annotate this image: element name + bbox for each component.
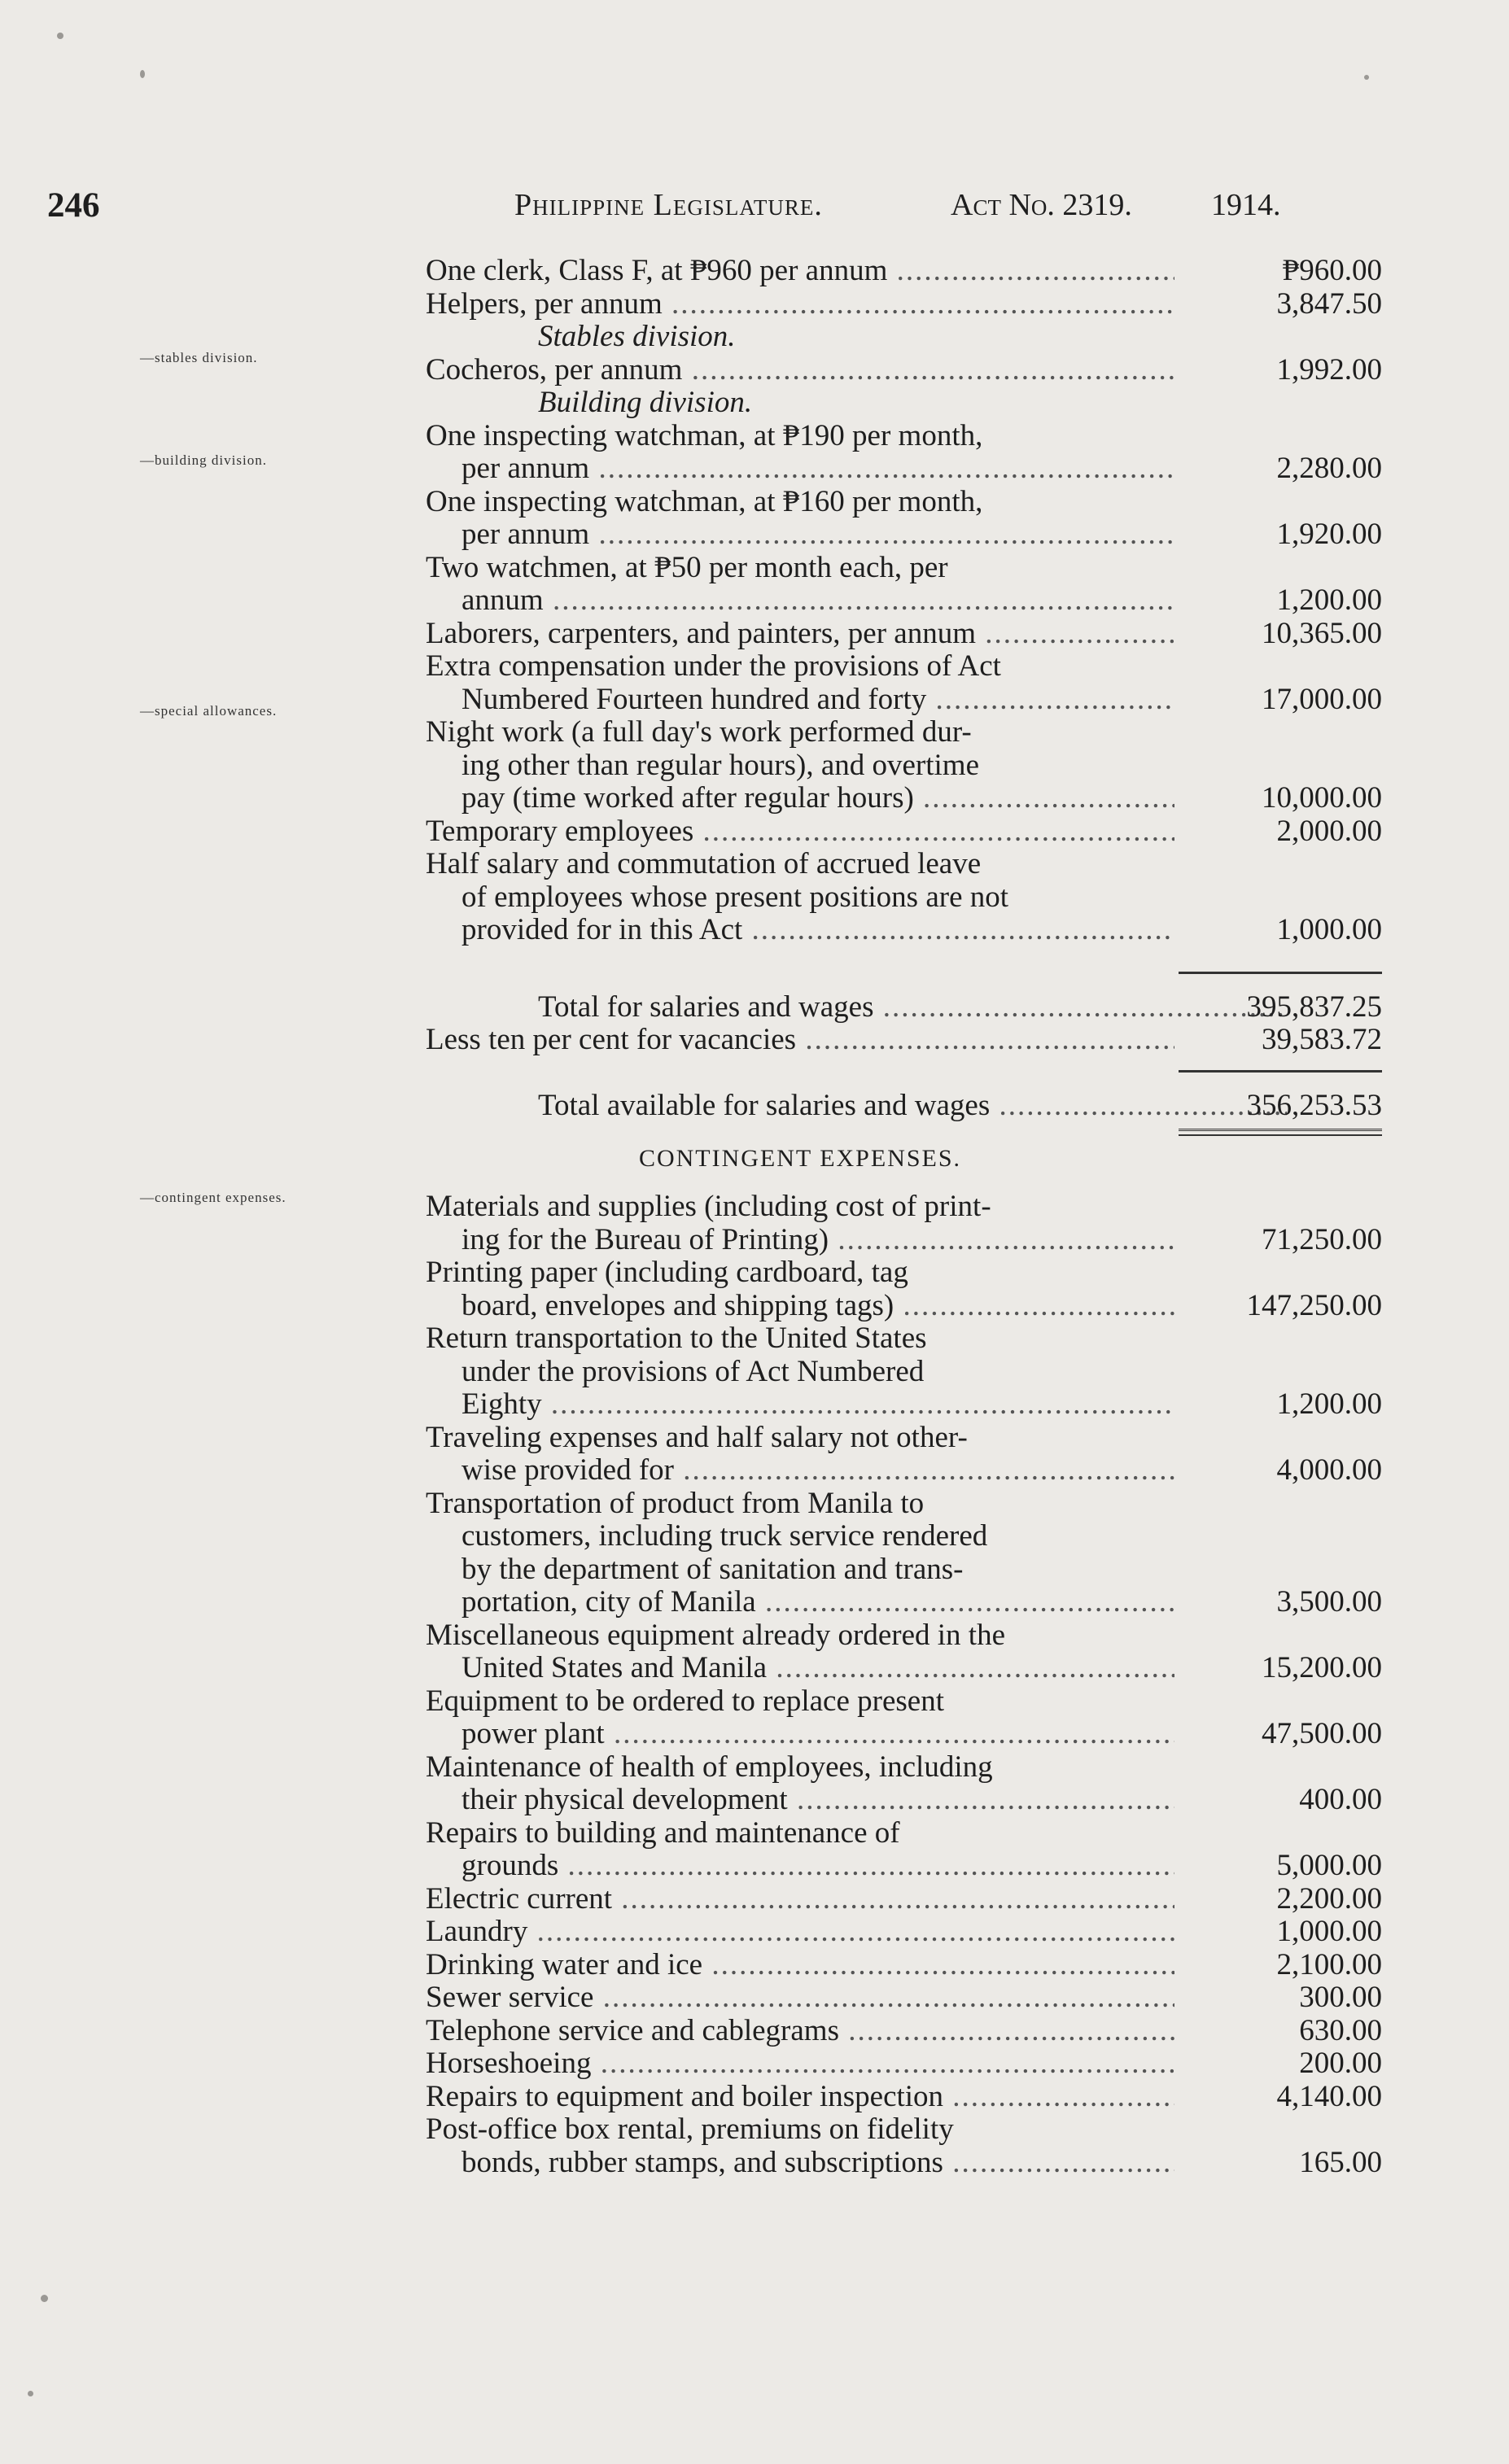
running-title: Philippine Legislature. (514, 188, 823, 222)
total-salaries-amount: 395,837.25 (1246, 990, 1382, 1024)
line-item-amount: 2,200.00 (1276, 1881, 1382, 1916)
line-item-description (426, 1916, 1174, 1949)
line-item-description (426, 815, 1174, 849)
line-item-description (426, 716, 1174, 815)
description-line: Miscellaneous equipment already ordered in the (426, 1619, 1005, 1652)
line-item-description (426, 1751, 1174, 1817)
description-line: bonds, rubber stamps, and subscriptions ..... (426, 2147, 1174, 2180)
description-line: of employees whose present positions are not (461, 880, 1009, 914)
line-item-amount: 1,200.00 (1276, 583, 1382, 617)
line-item (426, 1322, 1382, 1422)
appropriations-body (426, 255, 1382, 2179)
line-item (426, 618, 1382, 651)
line-item-description (426, 650, 1174, 716)
line-item-amount: 71,250.00 (1262, 1222, 1382, 1256)
line-item (426, 1751, 1382, 1817)
line-item (426, 650, 1382, 716)
description-line: by the department of sanitation and trans- (461, 1553, 964, 1586)
line-item-description (426, 1817, 1174, 1883)
description-line: Extra compensation under the provisions of Act (426, 650, 1001, 683)
description-line: Post-office box rental, premiums on fidelity (426, 2113, 954, 2146)
line-item-amount: 1,200.00 (1276, 1387, 1382, 1421)
line-item-amount: 10,365.00 (1262, 616, 1382, 650)
description-line: Helpers, per annum ..... (426, 288, 1174, 321)
description-line: Temporary employees ..... (426, 815, 1174, 849)
line-item-amount: 1,920.00 (1276, 518, 1382, 551)
description-line: One inspecting watchman, at ₱160 per month, (426, 485, 983, 518)
line-item (426, 354, 1382, 387)
total-salaries-label: Total for salaries and wages ..... (538, 991, 1287, 1024)
line-item (426, 1949, 1382, 1982)
year: 1914. (1211, 188, 1281, 222)
contingent-items (426, 1190, 1382, 2179)
description-line: grounds ..... (426, 1850, 1174, 1883)
description-line: United States and Manila ..... (426, 1652, 1174, 1685)
line-item (426, 1422, 1382, 1488)
description-line: board, envelopes and shipping tags) ..... (426, 1290, 1174, 1323)
description-line: ing for the Bureau of Printing) ..... (426, 1224, 1174, 1257)
total-available-amount: 356,253.53 (1246, 1088, 1382, 1122)
paper-speck (41, 2295, 48, 2302)
double-rule (1179, 1129, 1382, 1136)
line-item-amount: 165.00 (1299, 2145, 1382, 2179)
total-rule (1179, 972, 1382, 974)
building-heading: Building division. (538, 386, 753, 419)
line-item-amount: 300.00 (1299, 1981, 1382, 2014)
description-line: power plant ..... (426, 1718, 1174, 1751)
description-line: Traveling expenses and half salary not other- (426, 1421, 968, 1454)
line-item-amount: 3,847.50 (1276, 286, 1382, 321)
margin-note-building: —building division. (140, 452, 267, 468)
total-salaries-row (426, 991, 1382, 1024)
description-line: Two watchmen, at ₱50 per month each, per (426, 551, 948, 584)
paper-speck (57, 33, 63, 39)
paper-speck (140, 70, 145, 78)
line-item-amount: 5,000.00 (1276, 1849, 1382, 1882)
stables-items (426, 354, 1382, 387)
description-line: Repairs to equipment and boiler inspection ..... (426, 2081, 1174, 2114)
description-line: Night work (a full day's work performed dur- (426, 716, 972, 749)
line-item (426, 255, 1382, 288)
line-item (426, 552, 1382, 618)
line-item-description (426, 420, 1174, 486)
line-item-description (426, 1619, 1174, 1685)
description-line: per annum ..... (426, 452, 1174, 486)
description-line: under the provisions of Act Numbered (461, 1355, 925, 1388)
line-item-amount: 47,500.00 (1262, 1717, 1382, 1750)
total-available-label: Total available for salaries and wages ..... (538, 1090, 1287, 1123)
line-item (426, 1488, 1382, 1619)
line-item (426, 1190, 1382, 1256)
line-item-description (426, 1685, 1174, 1751)
line-item-description (426, 255, 1174, 288)
building-items (426, 420, 1382, 651)
line-item (426, 1256, 1382, 1322)
description-line: Transportation of product from Manila to (426, 1487, 925, 1520)
description-line: One inspecting watchman, at ₱190 per month, (426, 419, 983, 452)
description-line: Telephone service and cablegrams ..... (426, 2015, 1174, 2048)
description-line: Printing paper (including cardboard, tag (426, 1256, 908, 1289)
line-item-description (426, 552, 1174, 618)
line-item (426, 2081, 1382, 2114)
description-line: per annum ..... (426, 518, 1174, 552)
line-item-description (426, 2015, 1174, 2048)
line-item (426, 2015, 1382, 2048)
description-line: Materials and supplies (including cost of print- (426, 1190, 991, 1223)
line-item-amount: 17,000.00 (1262, 682, 1382, 716)
line-item-description (426, 2047, 1174, 2081)
line-item-amount: 3,500.00 (1276, 1585, 1382, 1619)
description-line: Drinking water and ice ..... (426, 1949, 1174, 1982)
line-item-amount: 2,100.00 (1276, 1947, 1382, 1981)
description-line: Laundry ..... (426, 1916, 1174, 1949)
line-item-description (426, 1256, 1174, 1322)
line-item-description (426, 1981, 1174, 2015)
description-line: Sewer service ..... (426, 1981, 1174, 2015)
description-line: Eighty ..... (426, 1388, 1174, 1422)
line-item (426, 1916, 1382, 1949)
total-available-row (426, 1090, 1382, 1123)
description-line: pay (time worked after regular hours) ..... (426, 782, 1174, 815)
description-line: Equipment to be ordered to replace present (426, 1684, 944, 1718)
description-line: Return transportation to the United States (426, 1322, 927, 1355)
line-item (426, 2113, 1382, 2179)
salary-items (426, 255, 1382, 321)
description-line: Numbered Fourteen hundred and forty ..... (426, 684, 1174, 717)
description-line: One clerk, Class F, at ₱960 per annum ..... (426, 255, 1174, 288)
line-item (426, 848, 1382, 947)
line-item-description (426, 1949, 1174, 1982)
line-item (426, 1981, 1382, 2015)
line-item-description (426, 848, 1174, 947)
line-item (426, 716, 1382, 815)
line-item-amount: 1,992.00 (1276, 352, 1382, 387)
line-item-description (426, 1488, 1174, 1619)
line-item (426, 2047, 1382, 2081)
line-item-amount: 2,000.00 (1276, 814, 1382, 848)
line-item-description (426, 486, 1174, 552)
line-item (426, 1817, 1382, 1883)
description-line: customers, including truck service rendered (461, 1520, 988, 1553)
line-item-amount: 10,000.00 (1262, 781, 1382, 815)
act-number: Act No. 2319. (951, 188, 1132, 222)
less-vacancies-row (426, 1024, 1382, 1057)
line-item-amount: 4,000.00 (1276, 1453, 1382, 1487)
description-line: wise provided for ..... (426, 1454, 1174, 1488)
contingent-heading: CONTINGENT EXPENSES. (638, 1145, 962, 1172)
description-line: Laborers, carpenters, and painters, per annum ..... (426, 618, 1174, 651)
margin-note-stables: —stables division. (140, 350, 258, 365)
line-item-amount: 400.00 (1299, 1783, 1382, 1816)
paper-speck (28, 2391, 33, 2396)
line-item-amount: 4,140.00 (1276, 2079, 1382, 2113)
line-item-amount: 1,000.00 (1276, 913, 1382, 946)
line-item-description (426, 1322, 1174, 1422)
special-allowance-items (426, 650, 1382, 947)
less-vacancies-label: Less ten per cent for vacancies ..... (426, 1024, 1174, 1057)
line-item (426, 1619, 1382, 1685)
less-vacancies-amount: 39,583.72 (1262, 1023, 1382, 1056)
description-line: Cocheros, per annum ..... (426, 354, 1174, 387)
description-line: Half salary and commutation of accrued leave (426, 848, 982, 880)
margin-note-special: —special allowances. (140, 703, 278, 719)
line-item-description (426, 618, 1174, 651)
margin-note-contingent: —contingent expenses. (140, 1190, 286, 1205)
description-line: portation, city of Manila ..... (426, 1586, 1174, 1619)
line-item-amount: 2,280.00 (1276, 452, 1382, 485)
description-line: their physical development ..... (426, 1784, 1174, 1817)
description-line: Repairs to building and maintenance of (426, 1816, 900, 1850)
line-item-description (426, 1883, 1174, 1916)
description-line: Electric current ..... (426, 1883, 1174, 1916)
line-item-description (426, 1422, 1174, 1488)
running-header (47, 186, 1382, 234)
description-line: Horseshoeing ..... (426, 2047, 1174, 2081)
line-item (426, 815, 1382, 849)
available-rule (1179, 1070, 1382, 1073)
description-line: annum ..... (426, 584, 1174, 618)
line-item-amount: 630.00 (1299, 2013, 1382, 2047)
line-item-amount: 1,000.00 (1276, 1915, 1382, 1948)
line-item-amount: ₱960.00 (1282, 254, 1382, 287)
line-item-amount: 15,200.00 (1262, 1651, 1382, 1684)
line-item (426, 1685, 1382, 1751)
paper-speck (1364, 75, 1369, 80)
line-item (426, 486, 1382, 552)
line-item (426, 288, 1382, 321)
description-line: provided for in this Act ..... (426, 914, 1174, 947)
line-item-description (426, 1190, 1174, 1256)
page-number: 246 (47, 186, 100, 225)
line-item-description (426, 288, 1174, 321)
line-item-description (426, 2081, 1174, 2114)
description-line: Maintenance of health of employees, including (426, 1750, 993, 1784)
line-item-description (426, 354, 1174, 387)
description-line: ing other than regular hours), and overtime (461, 749, 979, 782)
line-item (426, 1883, 1382, 1916)
line-item-amount: 147,250.00 (1246, 1288, 1382, 1322)
stables-heading: Stables division. (538, 320, 736, 353)
line-item-description (426, 2113, 1174, 2179)
line-item (426, 420, 1382, 486)
line-item-amount: 200.00 (1299, 2047, 1382, 2080)
